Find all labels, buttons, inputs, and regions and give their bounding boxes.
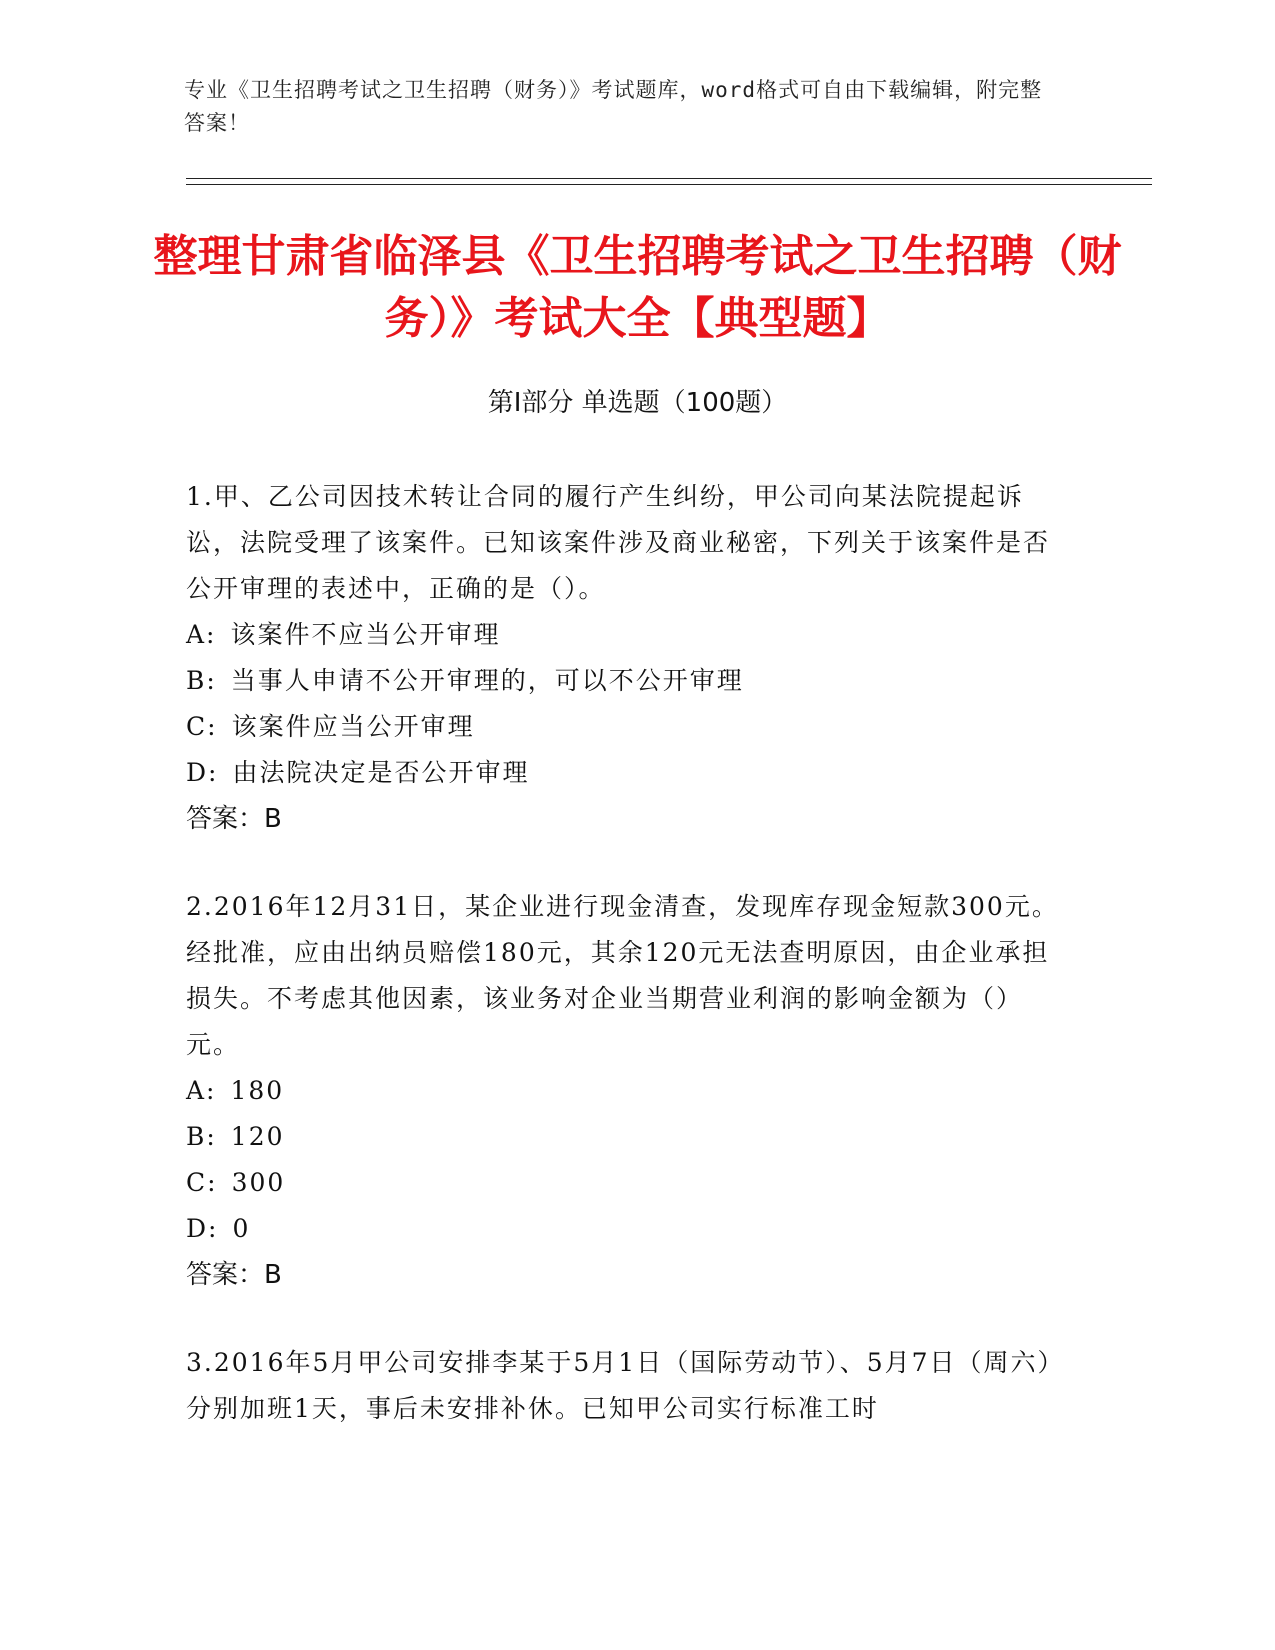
- option-key: C:: [186, 1168, 218, 1197]
- question-1: [186, 474, 1066, 842]
- option-text: 0: [232, 1214, 251, 1243]
- option-b: [186, 658, 1066, 704]
- answer-line: 答案：B: [186, 804, 282, 834]
- question-stem: 2.2016年12月31日，某企业进行现金清查，发现库存现金短款300元。经批准，应由出纳员赔偿180元，其余120元无法查明原因，由企业承担损失。不考虑其他因素，该业务对企业当期营业利润的影响金额为（）元。: [186, 892, 1059, 1059]
- section-heading: 第Ⅰ部分 单选题（100题）: [487, 388, 788, 418]
- answer-line: 答案：B: [186, 1260, 282, 1290]
- option-d: [186, 750, 1066, 796]
- option-key: C:: [186, 712, 218, 741]
- option-b: [186, 1114, 1066, 1160]
- option-d: [186, 1206, 1066, 1252]
- option-c: [186, 1160, 1066, 1206]
- option-a: [186, 1068, 1066, 1114]
- option-text: 该案件应当公开审理: [231, 712, 475, 741]
- option-key: B:: [186, 666, 217, 695]
- option-key: A:: [186, 1076, 217, 1105]
- option-text: 由法院决定是否公开审理: [232, 758, 530, 787]
- option-text: 120: [230, 1122, 285, 1151]
- option-key: B:: [186, 1122, 217, 1151]
- option-text: 180: [230, 1076, 285, 1105]
- question-2: [186, 884, 1066, 1298]
- header-divider-bottom: [186, 184, 1152, 185]
- header-divider-top: [186, 178, 1152, 179]
- option-key: A:: [186, 620, 217, 649]
- option-key: D:: [186, 758, 219, 787]
- option-c: [186, 704, 1066, 750]
- option-key: D:: [186, 1214, 219, 1243]
- header-note: 专业《卫生招聘考试之卫生招聘（财务）》考试题库，word格式可自由下载编辑，附完整答案！: [184, 78, 1043, 135]
- option-text: 该案件不应当公开审理: [230, 620, 501, 649]
- document-title: 整理甘肃省临泽县《卫生招聘考试之卫生招聘（财务）》考试大全【典型题】: [153, 231, 1122, 344]
- question-3: [186, 1340, 1066, 1432]
- option-text: 300: [231, 1168, 286, 1197]
- question-stem: 3.2016年5月甲公司安排李某于5月1日（国际劳动节）、5月7日（周六）分别加班1天，事后未安排补休。已知甲公司实行标准工时: [186, 1348, 1065, 1423]
- option-text: 当事人申请不公开审理的，可以不公开审理: [230, 666, 744, 695]
- option-a: [186, 612, 1066, 658]
- question-stem: 1.甲、乙公司因技术转让合同的履行产生纠纷，甲公司向某法院提起诉讼，法院受理了该案件。已知该案件涉及商业秘密，下列关于该案件是否公开审理的表述中，正确的是（）。: [186, 482, 1051, 603]
